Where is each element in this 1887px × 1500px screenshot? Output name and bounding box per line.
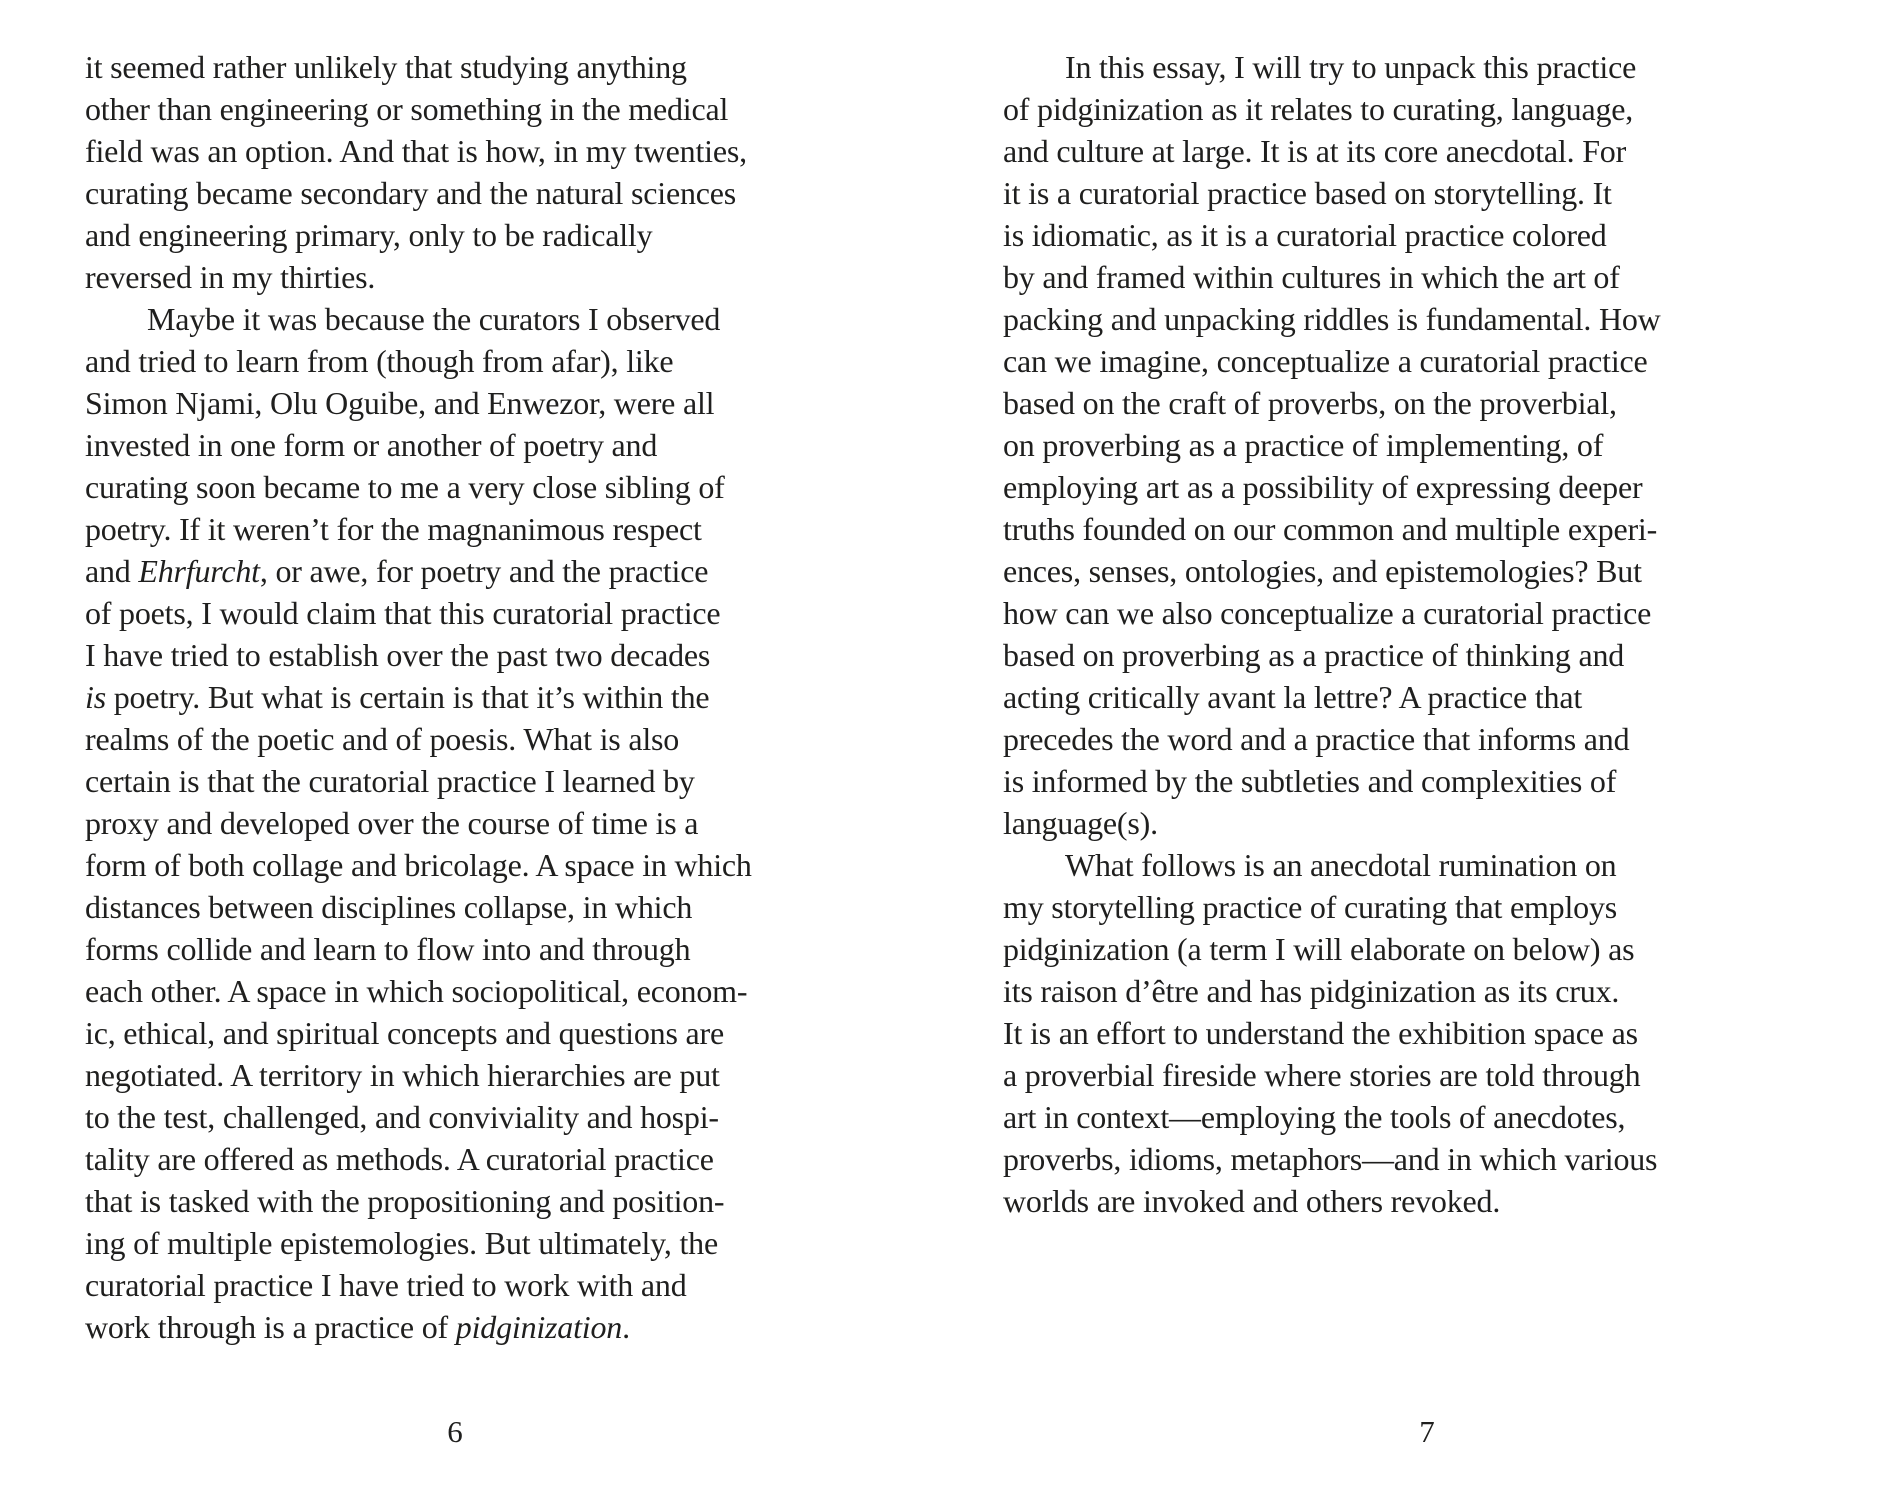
text-line bbox=[1003, 172, 1795, 214]
text-segment: Simon Njami, Olu Oguibe, and Enwezor, were all bbox=[85, 385, 715, 421]
text-line bbox=[85, 1264, 825, 1306]
text-segment: of poets, I would claim that this curatorial practice bbox=[85, 595, 721, 631]
text-line bbox=[85, 1180, 825, 1222]
page-body bbox=[85, 46, 825, 1348]
text-segment: pidginization (a term I will elaborate on below) as bbox=[1003, 931, 1635, 967]
text-line bbox=[85, 130, 825, 172]
text-segment: forms collide and learn to flow into and through bbox=[85, 931, 691, 967]
text-line bbox=[1003, 1012, 1795, 1054]
text-line bbox=[85, 970, 825, 1012]
text-segment: other than engineering or something in the medical bbox=[85, 91, 729, 127]
text-segment: and engineering primary, only to be radically bbox=[85, 217, 653, 253]
text-segment: form of both collage and bricolage. A space in which bbox=[85, 847, 752, 883]
text-line bbox=[1003, 886, 1795, 928]
text-line bbox=[85, 508, 825, 550]
italic-text-segment: pidginization bbox=[455, 1309, 623, 1345]
text-segment: distances between disciplines collapse, in which bbox=[85, 889, 693, 925]
text-line bbox=[1003, 928, 1795, 970]
italic-text-segment: is bbox=[85, 679, 106, 715]
text-segment: can we imagine, conceptualize a curatorial practice bbox=[1003, 343, 1648, 379]
text-segment: worlds are invoked and others revoked. bbox=[1003, 1183, 1501, 1219]
text-line bbox=[85, 802, 825, 844]
text-line bbox=[1003, 760, 1795, 802]
text-line bbox=[85, 886, 825, 928]
text-segment: art in context—employing the tools of anecdotes, bbox=[1003, 1099, 1626, 1135]
text-line bbox=[85, 928, 825, 970]
text-segment: field was an option. And that is how, in my twenties, bbox=[85, 133, 747, 169]
text-line bbox=[1003, 718, 1795, 760]
text-segment: its raison d’être and has pidginization as its crux. bbox=[1003, 973, 1620, 1009]
text-line bbox=[1003, 592, 1795, 634]
text-line bbox=[1003, 382, 1795, 424]
text-segment: realms of the poetic and of poesis. What is also bbox=[85, 721, 680, 757]
text-segment: ing of multiple epistemologies. But ultimately, the bbox=[85, 1225, 718, 1261]
text-line bbox=[1003, 256, 1795, 298]
text-segment: proverbs, idioms, metaphors—and in which various bbox=[1003, 1141, 1658, 1177]
text-line bbox=[85, 1012, 825, 1054]
text-segment: ences, senses, ontologies, and epistemologies? But bbox=[1003, 553, 1642, 589]
text-line bbox=[85, 1096, 825, 1138]
text-segment: tality are offered as methods. A curatorial practice bbox=[85, 1141, 714, 1177]
text-line bbox=[1003, 46, 1795, 88]
text-line bbox=[1003, 508, 1795, 550]
text-segment: my storytelling practice of curating that employs bbox=[1003, 889, 1618, 925]
page-right bbox=[1003, 46, 1795, 1449]
text-line bbox=[1003, 1180, 1795, 1222]
text-segment: poetry. If it weren’t for the magnanimous respect bbox=[85, 511, 702, 547]
text-line bbox=[1003, 130, 1795, 172]
text-line bbox=[1003, 466, 1795, 508]
text-line bbox=[1003, 340, 1795, 382]
text-segment: work through is a practice of bbox=[85, 1309, 456, 1345]
text-line bbox=[1003, 844, 1795, 886]
text-segment: truths founded on our common and multiple experi- bbox=[1003, 511, 1658, 547]
text-line bbox=[1003, 424, 1795, 466]
text-segment: on proverbing as a practice of implementing, of bbox=[1003, 427, 1604, 463]
text-line bbox=[85, 760, 825, 802]
page-number: 7 bbox=[1419, 1414, 1435, 1449]
text-segment: invested in one form or another of poetry and bbox=[85, 427, 658, 463]
text-segment: acting critically avant la lettre? A practice that bbox=[1003, 679, 1583, 715]
text-segment: It is an effort to understand the exhibition space as bbox=[1003, 1015, 1638, 1051]
text-segment: it seemed rather unlikely that studying anything bbox=[85, 49, 687, 85]
text-segment: packing and unpacking riddles is fundamental. How bbox=[1003, 301, 1661, 337]
text-segment: I have tried to establish over the past two decades bbox=[85, 637, 711, 673]
text-segment: ic, ethical, and spiritual concepts and questions are bbox=[85, 1015, 724, 1051]
text-line bbox=[1003, 970, 1795, 1012]
text-line bbox=[1003, 676, 1795, 718]
text-segment: language(s). bbox=[1003, 805, 1158, 841]
text-segment: negotiated. A territory in which hierarchies are put bbox=[85, 1057, 720, 1093]
italic-text-segment: Ehrfurcht bbox=[138, 553, 260, 589]
text-segment: Maybe it was because the curators I observed bbox=[147, 301, 721, 337]
text-line bbox=[85, 340, 825, 382]
text-segment: . bbox=[622, 1309, 630, 1345]
text-segment: In this essay, I will try to unpack this practice bbox=[1065, 49, 1637, 85]
text-segment: by and framed within cultures in which the art of bbox=[1003, 259, 1620, 295]
text-line bbox=[85, 1054, 825, 1096]
text-segment: employing art as a possibility of expressing deeper bbox=[1003, 469, 1643, 505]
text-line bbox=[85, 1138, 825, 1180]
page-body bbox=[1003, 46, 1795, 1222]
text-segment: proxy and developed over the course of time is a bbox=[85, 805, 699, 841]
text-line bbox=[85, 214, 825, 256]
text-line bbox=[85, 88, 825, 130]
text-segment: it is a curatorial practice based on storytelling. It bbox=[1003, 175, 1612, 211]
text-line bbox=[1003, 802, 1795, 844]
text-line bbox=[85, 550, 825, 592]
page-number: 6 bbox=[447, 1414, 463, 1449]
text-segment: curating became secondary and the natural sciences bbox=[85, 175, 737, 211]
text-line bbox=[85, 676, 825, 718]
text-segment: and culture at large. It is at its core anecdotal. For bbox=[1003, 133, 1627, 169]
text-segment: curating soon became to me a very close sibling of bbox=[85, 469, 725, 505]
text-line bbox=[85, 256, 825, 298]
text-line bbox=[1003, 298, 1795, 340]
text-line bbox=[1003, 1054, 1795, 1096]
text-segment: certain is that the curatorial practice I learned by bbox=[85, 763, 695, 799]
text-segment: how can we also conceptualize a curatorial practice bbox=[1003, 595, 1652, 631]
text-line bbox=[85, 172, 825, 214]
text-segment: based on the craft of proverbs, on the proverbial, bbox=[1003, 385, 1617, 421]
text-segment: each other. A space in which sociopolitical, econom- bbox=[85, 973, 748, 1009]
text-segment: What follows is an anecdotal rumination on bbox=[1065, 847, 1617, 883]
text-segment: based on proverbing as a practice of thinking and bbox=[1003, 637, 1625, 673]
text-line bbox=[85, 298, 825, 340]
text-segment: curatorial practice I have tried to work with and bbox=[85, 1267, 687, 1303]
text-line bbox=[85, 844, 825, 886]
text-line bbox=[85, 466, 825, 508]
text-segment: and bbox=[85, 553, 139, 589]
text-line bbox=[85, 46, 825, 88]
page-left bbox=[85, 46, 825, 1449]
text-segment: is informed by the subtleties and complexities of bbox=[1003, 763, 1617, 799]
text-line bbox=[85, 382, 825, 424]
text-segment: is idiomatic, as it is a curatorial practice colored bbox=[1003, 217, 1607, 253]
text-line bbox=[1003, 214, 1795, 256]
text-line bbox=[85, 718, 825, 760]
text-line bbox=[85, 1306, 825, 1348]
text-segment: of pidginization as it relates to curating, language, bbox=[1003, 91, 1634, 127]
text-line bbox=[85, 592, 825, 634]
text-segment: , or awe, for poetry and the practice bbox=[259, 553, 709, 589]
text-line bbox=[1003, 1096, 1795, 1138]
text-line bbox=[1003, 1138, 1795, 1180]
text-segment: and tried to learn from (though from afar), like bbox=[85, 343, 674, 379]
text-segment: precedes the word and a practice that informs and bbox=[1003, 721, 1630, 757]
text-line bbox=[1003, 550, 1795, 592]
text-line bbox=[1003, 634, 1795, 676]
text-segment: to the test, challenged, and conviviality and hospi- bbox=[85, 1099, 719, 1135]
text-segment: that is tasked with the propositioning and position- bbox=[85, 1183, 725, 1219]
text-line bbox=[85, 1222, 825, 1264]
text-line bbox=[1003, 88, 1795, 130]
text-segment: poetry. But what is certain is that it’s within the bbox=[105, 679, 710, 715]
text-line bbox=[85, 424, 825, 466]
text-line bbox=[85, 634, 825, 676]
text-segment: a proverbial fireside where stories are told through bbox=[1003, 1057, 1641, 1093]
text-segment: reversed in my thirties. bbox=[85, 259, 376, 295]
